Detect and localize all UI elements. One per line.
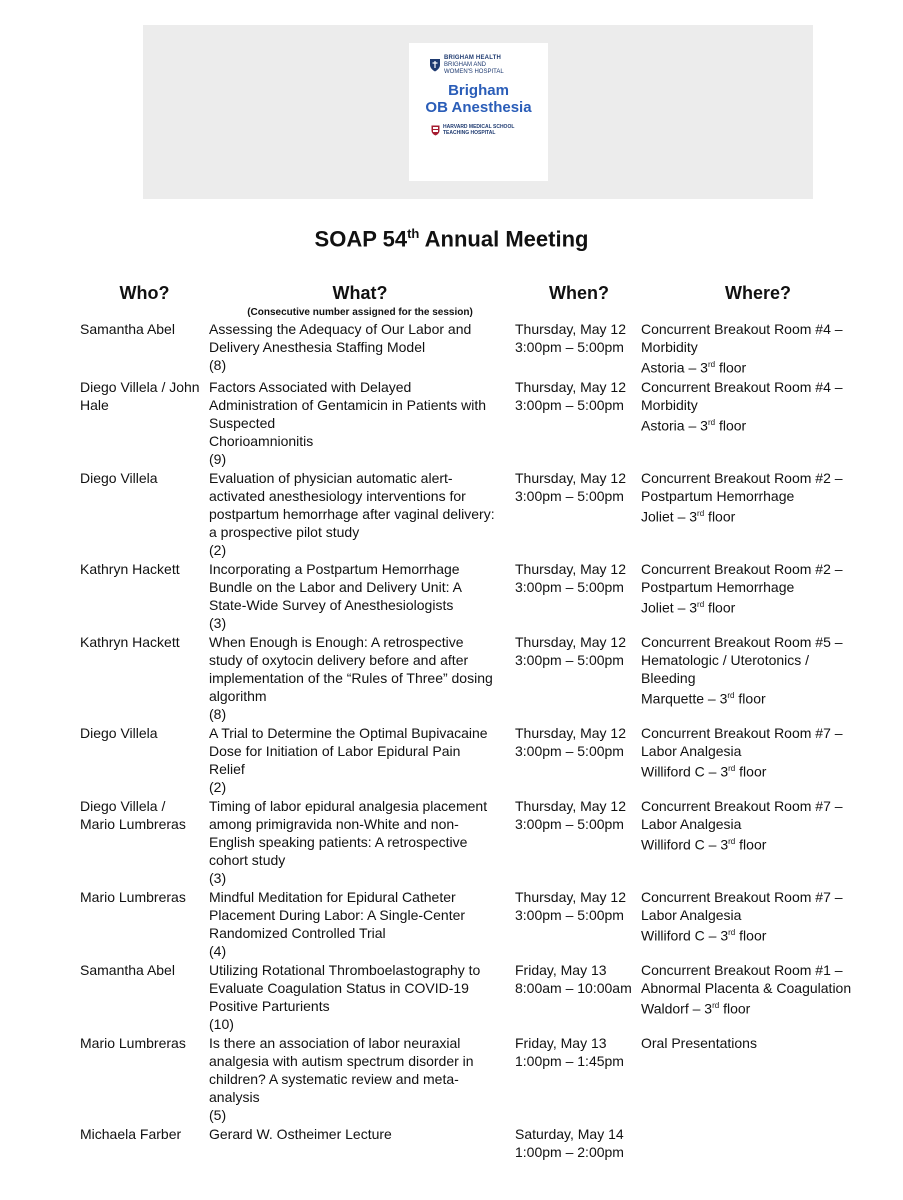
what-cell-line: Incorporating a Postpartum Hemorrhage (209, 560, 460, 577)
who-cell-line: Diego Villela (80, 724, 158, 741)
venue-line (641, 356, 901, 377)
what-cell-line: (2) (209, 778, 227, 795)
when-cell-line: Thursday, May 12 (515, 888, 627, 905)
what-cell-line: (3) (209, 614, 227, 631)
where-cell-line: Morbidity (641, 396, 698, 413)
when-cell-line: Thursday, May 12 (515, 797, 627, 814)
what-cell-line: Delivery Anesthesia Staffing Model (209, 339, 426, 355)
venue-floor: floor (715, 417, 747, 434)
where-cell-line: Hematologic / Uterotonics / (641, 651, 810, 668)
what-cell-line: activated anesthesiology interventions for (209, 487, 466, 504)
what-cell-line: Positive Parturients (209, 997, 330, 1014)
header-what-note: (Consecutive number assigned for the session) (247, 307, 473, 318)
what-cell-line: cohort study (209, 851, 286, 868)
what-cell (209, 1125, 515, 1161)
when-cell-line: 1:00pm – 1:45pm (515, 1052, 624, 1069)
who-cell-line: Diego Villela / John (80, 378, 200, 395)
what-cell-line: (8) (209, 357, 227, 373)
where-cell-line: Concurrent Breakout Room #5 – (641, 633, 843, 650)
when-cell-line: Saturday, May 14 (515, 1125, 624, 1142)
when-cell (515, 888, 641, 960)
when-cell (515, 378, 641, 468)
header-when: When? (549, 283, 609, 303)
what-cell (209, 469, 515, 559)
venue-name: Williford C – 3 (641, 927, 729, 944)
who-cell (80, 320, 209, 377)
who-cell (80, 560, 209, 632)
venue-ordinal: rd (728, 763, 736, 773)
when-cell-line: Thursday, May 12 (515, 321, 627, 337)
where-cell-line: Concurrent Breakout Room #1 – (641, 961, 843, 978)
header-where: Where? (724, 283, 791, 303)
what-cell-line: When Enough is Enough: A retrospective (209, 633, 464, 650)
title-rest: Annual Meeting (419, 226, 589, 252)
venue-floor: floor (735, 763, 767, 780)
who-cell-line: Diego Villela (80, 469, 158, 486)
what-cell-line: a prospective pilot study (209, 523, 360, 540)
when-cell-line: Thursday, May 12 (515, 724, 627, 741)
who-cell (80, 469, 209, 559)
table-row (0, 961, 903, 1033)
what-cell-line: children? A systematic review and meta- (209, 1070, 459, 1087)
when-cell-line: Friday, May 13 (515, 961, 607, 978)
what-cell-line: (8) (209, 705, 227, 722)
table-row (0, 1125, 903, 1161)
venue-ordinal: rd (712, 1000, 720, 1010)
where-cell (641, 1125, 901, 1161)
what-cell-line: Evaluation of physician automatic alert- (209, 469, 453, 486)
brigham-wordmark (444, 55, 504, 76)
who-cell (80, 888, 209, 960)
harvard-shield-icon (431, 125, 440, 136)
what-cell (209, 560, 515, 632)
when-cell-line: Thursday, May 12 (515, 560, 627, 577)
who-cell-line: Hale (80, 396, 109, 413)
table-row (0, 320, 903, 377)
when-cell-line: 3:00pm – 5:00pm (515, 651, 624, 668)
who-cell-line: Mario Lumbreras (80, 1034, 186, 1051)
where-cell (641, 378, 901, 468)
what-cell-line: study of oxytocin delivery before and after (209, 651, 469, 668)
where-cell-line: Concurrent Breakout Room #4 – (641, 378, 843, 395)
page-title (0, 226, 903, 252)
when-cell-line: Thursday, May 12 (515, 378, 627, 395)
what-cell-line: Timing of labor epidural analgesia placement (209, 797, 488, 814)
what-cell (209, 378, 515, 468)
venue-ordinal: rd (697, 599, 705, 609)
logo-name-line2: OB Anesthesia (425, 99, 532, 116)
table-row (0, 888, 903, 960)
who-cell-line: Mario Lumbreras (80, 815, 186, 832)
venue-name: Astoria – 3 (641, 359, 708, 376)
logo-department-name (409, 82, 548, 116)
who-cell-line: Michaela Farber (80, 1125, 182, 1142)
what-cell-line: Mindful Meditation for Epidural Catheter (209, 888, 456, 905)
logo-affiliation-line1: HARVARD MEDICAL SCHOOL (443, 124, 515, 130)
venue-name: Marquette – 3 (641, 690, 728, 707)
when-cell-line: 3:00pm – 5:00pm (515, 815, 624, 832)
where-cell (641, 961, 901, 1033)
what-cell-line: Gerard W. Ostheimer Lecture (209, 1125, 392, 1142)
schedule-table (0, 320, 903, 1162)
when-cell-line: 3:00pm – 5:00pm (515, 487, 624, 504)
brigham-shield-icon (429, 58, 441, 72)
where-cell-line: Postpartum Hemorrhage (641, 487, 795, 504)
logo-system: BRIGHAM HEALTH (444, 55, 502, 61)
what-cell-line: Factors Associated with Delayed (209, 378, 412, 395)
what-cell (209, 724, 515, 796)
what-cell (209, 633, 515, 723)
venue-line (641, 414, 901, 435)
where-cell-line: Concurrent Breakout Room #7 – (641, 797, 843, 814)
where-cell (641, 724, 901, 796)
title-main: SOAP 54 (314, 226, 408, 252)
table-row (0, 724, 903, 796)
where-cell (641, 1034, 901, 1124)
when-cell-line: 3:00pm – 5:00pm (515, 578, 624, 595)
header-who: Who? (119, 283, 170, 303)
title-superscript: th (407, 226, 420, 241)
who-cell (80, 378, 209, 468)
when-cell (515, 724, 641, 796)
who-cell-line: Diego Villela / (80, 797, 166, 814)
what-cell (209, 961, 515, 1033)
where-cell (641, 469, 901, 559)
what-cell-line: Administration of Gentamicin in Patients with (209, 396, 487, 413)
what-cell-line: State-Wide Survey of Anesthesiologists (209, 596, 454, 613)
venue-line (641, 505, 901, 526)
venue-floor: floor (704, 508, 736, 525)
venue-ordinal: rd (727, 690, 735, 700)
where-cell-line: Abnormal Placenta & Coagulation (641, 979, 852, 996)
logo-hospital-line1: BRIGHAM AND (444, 62, 487, 68)
what-cell-line: Evaluate Coagulation Status in COVID-19 (209, 979, 469, 996)
table-row (0, 633, 903, 723)
where-cell-line: Bleeding (641, 669, 696, 686)
what-cell-line: analgesia with autism spectrum disorder in (209, 1052, 474, 1069)
what-cell-line: Placement During Labor: A Single-Center (209, 906, 466, 923)
what-cell-line: (2) (209, 541, 227, 558)
venue-ordinal: rd (707, 417, 716, 427)
what-cell-line: among primigravida non-White and non- (209, 815, 459, 832)
venue-name: Williford C – 3 (641, 763, 729, 780)
venue-name: Waldorf – 3 (641, 1000, 713, 1017)
what-cell-line: A Trial to Determine the Optimal Bupivacaine (209, 724, 488, 741)
venue-line (641, 596, 901, 617)
who-cell (80, 724, 209, 796)
venue-ordinal: rd (728, 836, 736, 846)
when-cell-line: 1:00pm – 2:00pm (515, 1143, 624, 1160)
what-cell-line: (5) (209, 1106, 227, 1123)
logo-affiliation-line2: TEACHING HOSPITAL (443, 130, 496, 136)
where-cell-line: Morbidity (641, 339, 698, 355)
who-cell (80, 633, 209, 723)
when-cell-line: Friday, May 13 (515, 1034, 607, 1051)
venue-name: Joliet – 3 (641, 508, 698, 525)
what-cell-line: (10) (209, 1015, 234, 1032)
table-row (0, 378, 903, 468)
who-cell-line: Samantha Abel (80, 961, 175, 978)
who-cell (80, 1125, 209, 1161)
venue-floor: floor (719, 1000, 751, 1017)
venue-ordinal: rd (728, 927, 736, 937)
what-cell (209, 320, 515, 377)
table-row (0, 560, 903, 632)
where-cell-line: Concurrent Breakout Room #7 – (641, 888, 843, 905)
venue-floor: floor (704, 599, 736, 616)
what-cell-line: English speaking patients: A retrospective (209, 833, 468, 850)
when-cell (515, 961, 641, 1033)
venue-floor: floor (735, 927, 767, 944)
venue-ordinal: rd (707, 360, 716, 369)
where-cell (641, 633, 901, 723)
venue-line (641, 833, 901, 854)
where-cell-line: Oral Presentations (641, 1034, 757, 1051)
where-cell-line: Postpartum Hemorrhage (641, 578, 795, 595)
venue-name: Astoria – 3 (641, 417, 708, 434)
when-cell (515, 797, 641, 887)
header-what: What? (332, 283, 388, 303)
what-cell-line: (4) (209, 942, 227, 959)
venue-floor: floor (734, 690, 766, 707)
when-cell (515, 1125, 641, 1161)
what-cell-line: Is there an association of labor neuraxial (209, 1034, 461, 1051)
when-cell-line: Thursday, May 12 (515, 633, 627, 650)
what-cell-line: Randomized Controlled Trial (209, 924, 386, 941)
where-cell-line: Concurrent Breakout Room #2 – (641, 469, 843, 486)
what-cell-line: Suspected (209, 414, 276, 431)
when-cell (515, 633, 641, 723)
what-cell-line: Utilizing Rotational Thromboelastography to (209, 961, 481, 978)
logo-hospital-line2: WOMEN'S HOSPITAL (444, 69, 504, 75)
what-cell (209, 888, 515, 960)
what-cell-line: analysis (209, 1088, 260, 1105)
venue-line (641, 760, 901, 781)
venue-floor: floor (715, 359, 747, 376)
where-cell (641, 797, 901, 887)
who-cell-line: Kathryn Hackett (80, 560, 180, 577)
what-cell-line: Assessing the Adequacy of Our Labor and (209, 321, 472, 337)
where-cell-line: Labor Analgesia (641, 815, 742, 832)
when-cell (515, 560, 641, 632)
venue-name: Williford C – 3 (641, 836, 729, 853)
brigham-ob-anesthesia-logo (409, 43, 548, 181)
what-cell-line: Bundle on the Labor and Delivery Unit: A (209, 578, 462, 595)
table-row (0, 469, 903, 559)
venue-line (641, 997, 901, 1018)
who-cell (80, 961, 209, 1033)
where-cell (641, 888, 901, 960)
when-cell (515, 1034, 641, 1124)
logo-affiliation (443, 124, 514, 136)
what-cell-line: implementation of the “Rules of Three” dosing (209, 669, 493, 686)
venue-line (641, 924, 901, 945)
what-cell-line: Chorioamnionitis (209, 432, 314, 449)
who-cell-line: Kathryn Hackett (80, 633, 180, 650)
when-cell-line: Thursday, May 12 (515, 469, 627, 486)
when-cell-line: 3:00pm – 5:00pm (515, 396, 624, 413)
what-cell (209, 797, 515, 887)
who-cell-line: Samantha Abel (80, 321, 175, 337)
what-cell (209, 1034, 515, 1124)
when-cell (515, 469, 641, 559)
who-cell (80, 797, 209, 887)
when-cell-line: 8:00am – 10:00am (515, 979, 632, 996)
who-cell-line: Mario Lumbreras (80, 888, 186, 905)
table-row (0, 797, 903, 887)
when-cell-line: 3:00pm – 5:00pm (515, 906, 624, 923)
what-cell-line: Dose for Initiation of Labor Epidural Pain (209, 742, 461, 759)
where-cell-line: Labor Analgesia (641, 742, 742, 759)
what-cell-line: (3) (209, 869, 227, 886)
where-cell (641, 560, 901, 632)
when-cell-line: 3:00pm – 5:00pm (515, 339, 624, 355)
when-cell (515, 320, 641, 377)
where-cell (641, 320, 901, 377)
venue-line (641, 687, 901, 708)
where-cell-line: Concurrent Breakout Room #7 – (641, 724, 843, 741)
what-cell-line: postpartum hemorrhage after vaginal delivery: (209, 505, 495, 522)
what-cell-line: Relief (209, 760, 245, 777)
logo-name-line1: Brigham (448, 82, 509, 99)
where-cell-line: Concurrent Breakout Room #4 – (641, 321, 843, 337)
where-cell-line: Labor Analgesia (641, 906, 742, 923)
table-row (0, 1034, 903, 1124)
what-cell-line: (9) (209, 450, 227, 467)
header-banner (143, 25, 813, 199)
venue-ordinal: rd (697, 508, 705, 518)
venue-name: Joliet – 3 (641, 599, 698, 616)
who-cell (80, 1034, 209, 1124)
where-cell-line: Concurrent Breakout Room #2 – (641, 560, 843, 577)
when-cell-line: 3:00pm – 5:00pm (515, 742, 624, 759)
venue-floor: floor (735, 836, 767, 853)
what-cell-line: algorithm (209, 687, 267, 704)
